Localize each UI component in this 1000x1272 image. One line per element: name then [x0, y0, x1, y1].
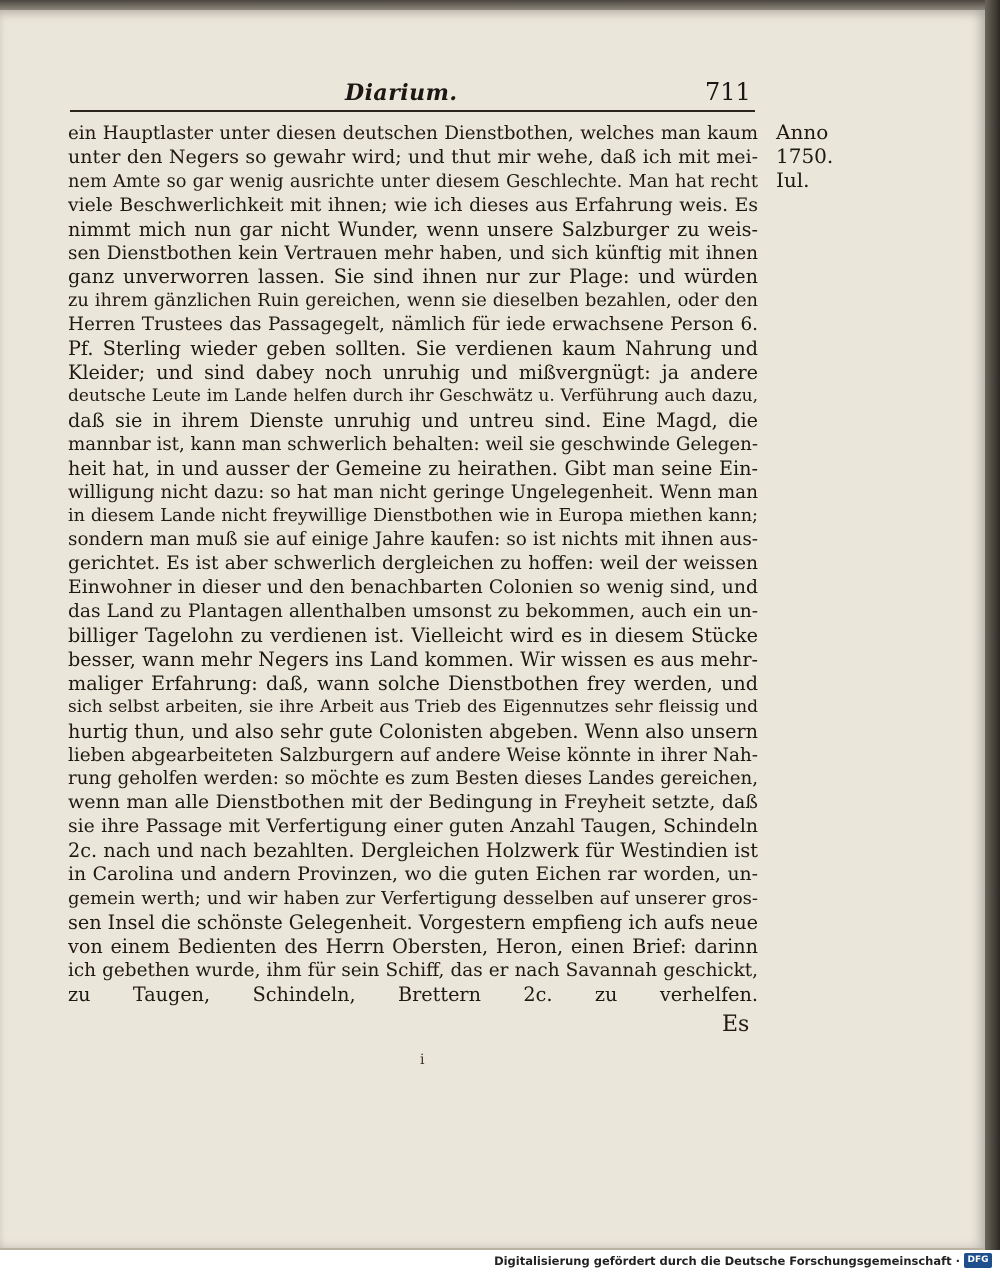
text-line: wenn man alle Dienstbothen mit der Bedingung in Freyheit setzte, daß — [68, 791, 758, 814]
text-line: sen Insel die schönste Gelegenheit. Vorgestern empfieng ich aufs neue — [68, 910, 758, 934]
margin-year-label: Anno — [776, 120, 829, 144]
text-line: deutsche Leute im Lande helfen durch ihr Geschwätz u. Verführung auch dazu, — [68, 385, 758, 406]
header-rule — [70, 110, 755, 112]
text-line: lieben abgearbeiteten Salzburgern auf andere Weise könnte in ihrer Nah- — [68, 744, 758, 766]
text-line: das Land zu Plantagen allenthalben umsonst zu bekommen, auch ein un- — [68, 601, 758, 623]
text-line: sondern man muß sie auf einige Jahre kaufen: so ist nichts mit ihnen aus- — [68, 529, 758, 551]
text-line: zu Taugen, Schindeln, Brettern 2c. zu verhelfen. — [68, 982, 758, 1006]
body-text — [68, 122, 758, 1007]
text-line: von einem Bedienten des Herrn Obersten, Heron, einen Brief: darinn — [68, 934, 758, 958]
footer-credit: Digitalisierung gefördert durch die Deutsche Forschungsgemeinschaft · — [494, 1254, 960, 1268]
text-line: daß sie in ihrem Dienste unruhig und untreu sind. Eine Magd, die — [68, 408, 758, 432]
text-line: zu ihrem gänzlichen Ruin gereichen, wenn sie dieselben bezahlen, oder den — [68, 290, 758, 312]
text-line: maliger Erfahrung: daß, wann solche Dienstbothen frey werden, und — [68, 671, 758, 695]
text-line: mannbar ist, kann man schwerlich behalten: weil sie geschwinde Gelegen- — [68, 433, 758, 455]
text-line: gemein werth; und wir haben zur Verfertigung desselben auf unserer gros- — [68, 888, 758, 909]
text-line: unter den Negers so gewahr wird; und thut mir wehe, daß ich mit mei- — [68, 145, 758, 168]
text-line: Pf. Sterling wieder geben sollten. Sie verdienen kaum Nahrung und — [68, 337, 758, 361]
text-line: heit hat, in und ausser der Gemeine zu heirathen. Gibt man seine Ein- — [68, 456, 758, 480]
footer-bar — [0, 1250, 1000, 1272]
catchword: Es — [722, 1012, 750, 1037]
running-head-title: Diarium. — [345, 80, 458, 106]
text-line: in Carolina und andern Provinzen, wo die guten Eichen rar worden, un- — [68, 864, 758, 886]
text-line: gerichtet. Es ist aber schwerlich dergleichen zu hoffen: weil der weissen — [68, 553, 758, 575]
text-line: ganz unverworren lassen. Sie sind ihnen nur zur Plage: und würden — [68, 265, 758, 289]
text-line: sie ihre Passage mit Verfertigung einer guten Anzahl Taugen, Schindeln — [68, 816, 758, 838]
text-line: ein Hauptlaster unter diesen deutschen Dienstbothen, welches man kaum — [68, 123, 758, 144]
page-right-edge — [985, 0, 1000, 1250]
text-line: billiger Tagelohn zu verdienen ist. Vielleicht wird es in diesem Stücke — [68, 624, 758, 648]
text-line: nem Amte so gar wenig ausrichte unter diesem Geschlechte. Man hat recht — [68, 170, 758, 192]
text-line: sen Dienstbothen kein Vertrauen mehr haben, und sich künftig mit ihnen — [68, 242, 758, 264]
text-line: viele Beschwerlichkeit mit ihnen; wie ich dieses aus Erfahrung weis. Es — [68, 194, 758, 216]
text-line: Kleider; und sind dabey noch unruhig und mißvergnügt: ja andere — [68, 361, 758, 385]
text-line: sich selbst arbeiten, sie ihre Arbeit aus Trieb des Eigennutzes sehr fleissig und — [68, 696, 758, 717]
text-line: Herren Trustees das Passagegelt, nämlich für iede erwachsene Person 6. — [68, 314, 758, 336]
text-line: nimmt mich nun gar nicht Wunder, wenn unsere Salzburger zu weis- — [68, 217, 758, 241]
text-line: rung geholfen werden: so möchte es zum Besten dieses Landes gereichen, — [68, 768, 758, 790]
dfg-logo-icon: DFG — [964, 1253, 992, 1268]
text-line: hurtig thun, und also sehr gute Colonisten abgeben. Wenn also unsern — [68, 719, 758, 743]
text-line: willigung nicht dazu: so hat man nicht geringe Ungelegenheit. Wenn man — [68, 481, 758, 503]
signature-mark: i — [420, 1052, 425, 1068]
text-line: Einwohner in dieser und den benachbarten Colonien so wenig sind, und — [68, 577, 758, 599]
text-line: 2c. nach und nach bezahlten. Dergleichen Holzwerk für Westindien ist — [68, 839, 758, 863]
margin-note — [776, 120, 833, 192]
text-line: ich gebethen wurde, ihm für sein Schiff, das er nach Savannah geschickt, — [68, 959, 758, 981]
text-line: besser, wann mehr Negers ins Land kommen. Wir wissen es aus mehr- — [68, 647, 758, 671]
page-number: 711 — [705, 78, 751, 106]
page-top-edge — [0, 0, 1000, 10]
margin-month: Iul. — [776, 168, 810, 192]
text-line: in diesem Lande nicht freywillige Dienstbothen wie in Europa miethen kann; — [68, 505, 758, 526]
margin-year: 1750. — [776, 144, 834, 168]
